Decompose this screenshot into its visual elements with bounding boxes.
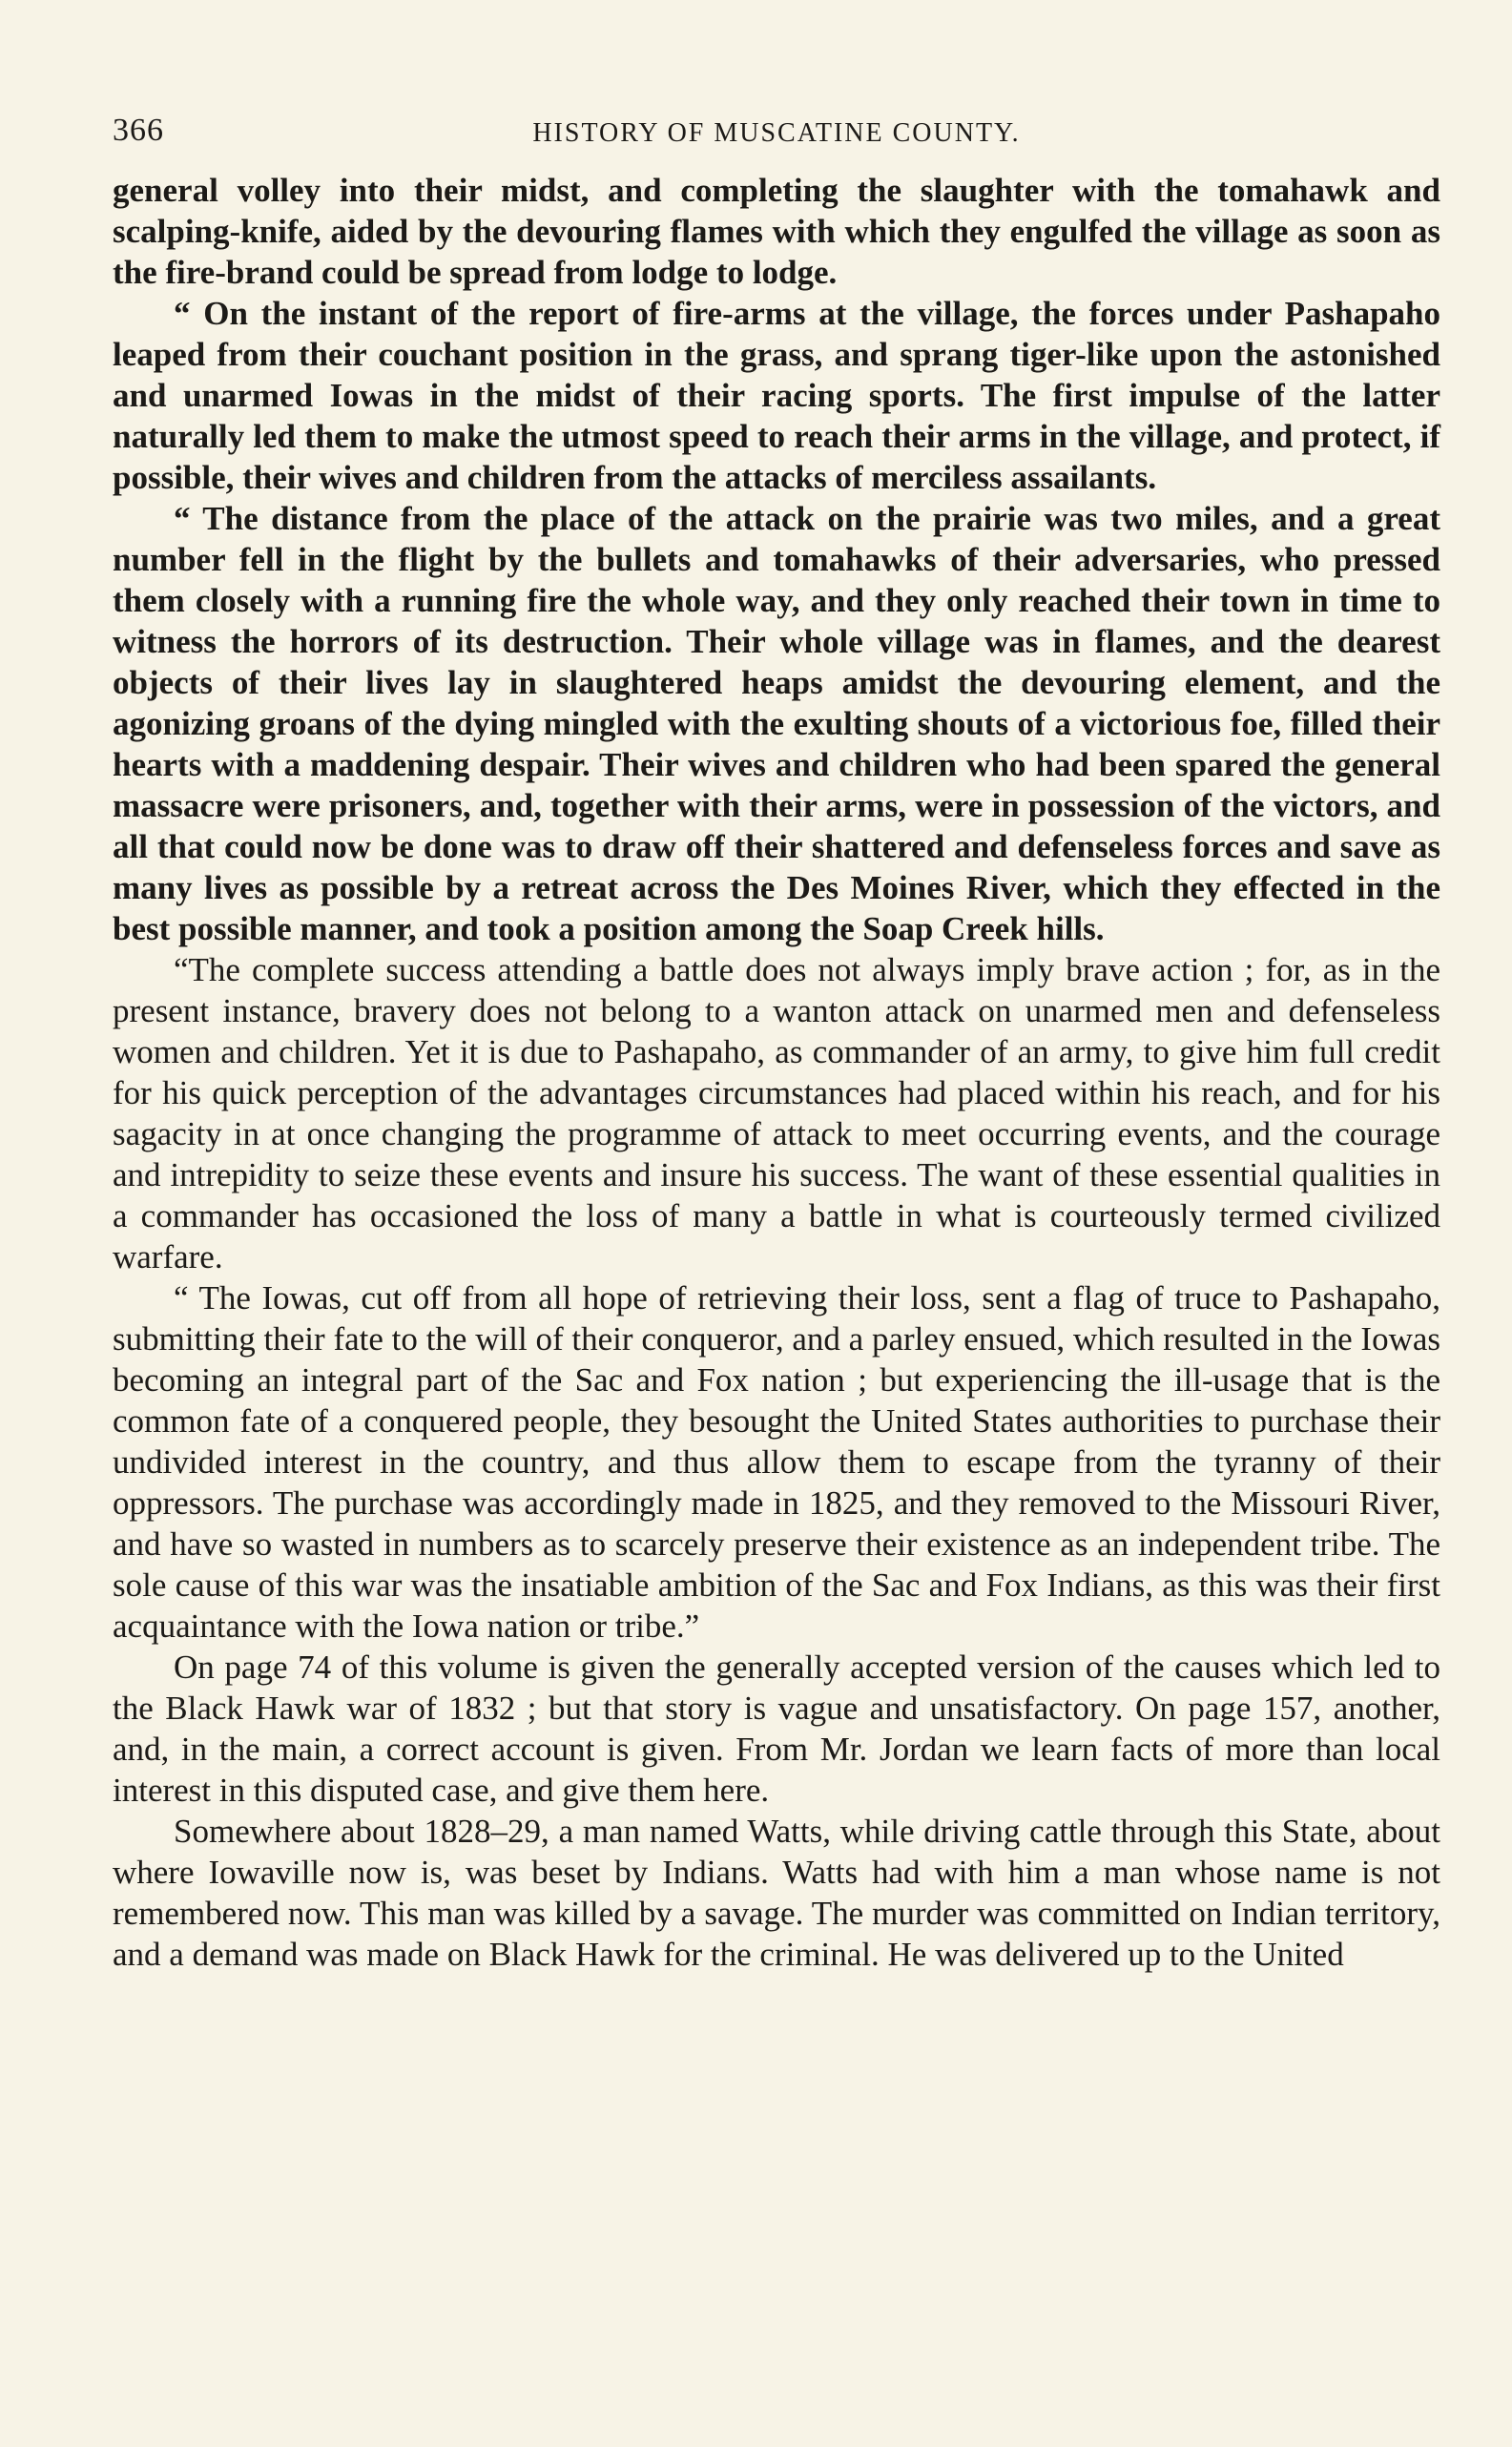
paragraph: Somewhere about 1828–29, a man named Watts, while driving cattle through this State, about where Iowaville now is, was beset by Indians. Watts had with him a man whose name is not remembered now. This man was killed by a savage. The murder was committed on Indian territory, and a demand was made on Black Hawk for the criminal. He was delivered up to the United — [113, 1813, 1440, 1973]
book-page — [113, 113, 1440, 2421]
paragraph: “ On the instant of the report of fire-arms at the village, the forces under Pashapaho leaped from their couchant position in the grass, and sprang tiger-like upon the astonished and unarmed Iowas in the midst of their racing sports. The first impulse of the latter naturally led them to make the utmost speed to reach their arms in the village, and protect, if possible, their wives and children from the attacks of merciless assailants. — [113, 295, 1440, 496]
running-title: HISTORY OF MUSCATINE COUNTY. — [532, 118, 1021, 148]
paragraph: “ The Iowas, cut off from all hope of retrieving their loss, sent a flag of truce to Pashapaho, submitting their fate to the will of their conqueror, and a parley ensued, which resulted in the Iowas becoming an integral part of the Sac and Fox nation ; but experiencing the ill-usage that is the common fate of a conquered people, they besought the United States authorities to purchase their undivided interest in the country, and thus allow them to escape from the tyranny of their oppressors. The purchase was accordingly made in 1825, and they removed to the Missouri River, and have so wasted in numbers as to scarcely preserve their existence as an independent tribe. The sole cause of this war was the insatiable ambition of the Sac and Fox Indians, as this was their first acquaintance with the Iowa nation or tribe.” — [113, 1279, 1440, 1645]
body-text — [113, 170, 1440, 1975]
paragraph: general volley into their midst, and completing the slaughter with the tomahawk and scalping-knife, aided by the devouring flames with which they engulfed the village as soon as the fire-brand could be spread from lodge to lodge. — [113, 172, 1440, 291]
page-number: 366 — [113, 113, 164, 148]
paragraph: On page 74 of this volume is given the generally accepted version of the causes which led to the Black Hawk war of 1832 ; but that story is vague and unsatisfactory. On page 157, another, and, in the main, a correct account is given. From Mr. Jordan we learn facts of more than local interest in this disputed case, and give them here. — [113, 1649, 1440, 1809]
running-head — [113, 113, 1440, 156]
paragraph: “The complete success attending a battle does not always imply brave action ; for, as in the present instance, bravery does not belong to a wanton attack on unarmed men and defenseless women and children. Yet it is due to Pashapaho, as commander of an army, to give him full credit for his quick perception of the advantages circumstances had placed within his reach, and for his sagacity in at once changing the programme of attack to meet occurring events, and the courage and intrepidity to seize these events and insure his success. The want of these essential qualities in a commander has occasioned the loss of many a battle in what is courteously termed civilized warfare. — [113, 951, 1440, 1275]
paragraph: “ The distance from the place of the attack on the prairie was two miles, and a great number fell in the flight by the bullets and tomahawks of their adversaries, who pressed them closely with a running fire the whole way, and they only reached their town in time to witness the horrors of its destruction. Their whole village was in flames, and the dearest objects of their lives lay in slaughtered heaps amidst the devouring element, and the agonizing groans of the dying mingled with the exulting shouts of a victorious foe, filled their hearts with a maddening despair. Their wives and children who had been spared the general massacre were prisoners, and, together with their arms, were in possession of the victors, and all that could now be done was to draw off their shattered and defenseless forces and save as many lives as possible by a retreat across the Des Moines River, which they effected in the best possible manner, and took a position among the Soap Creek hills. — [113, 500, 1440, 947]
